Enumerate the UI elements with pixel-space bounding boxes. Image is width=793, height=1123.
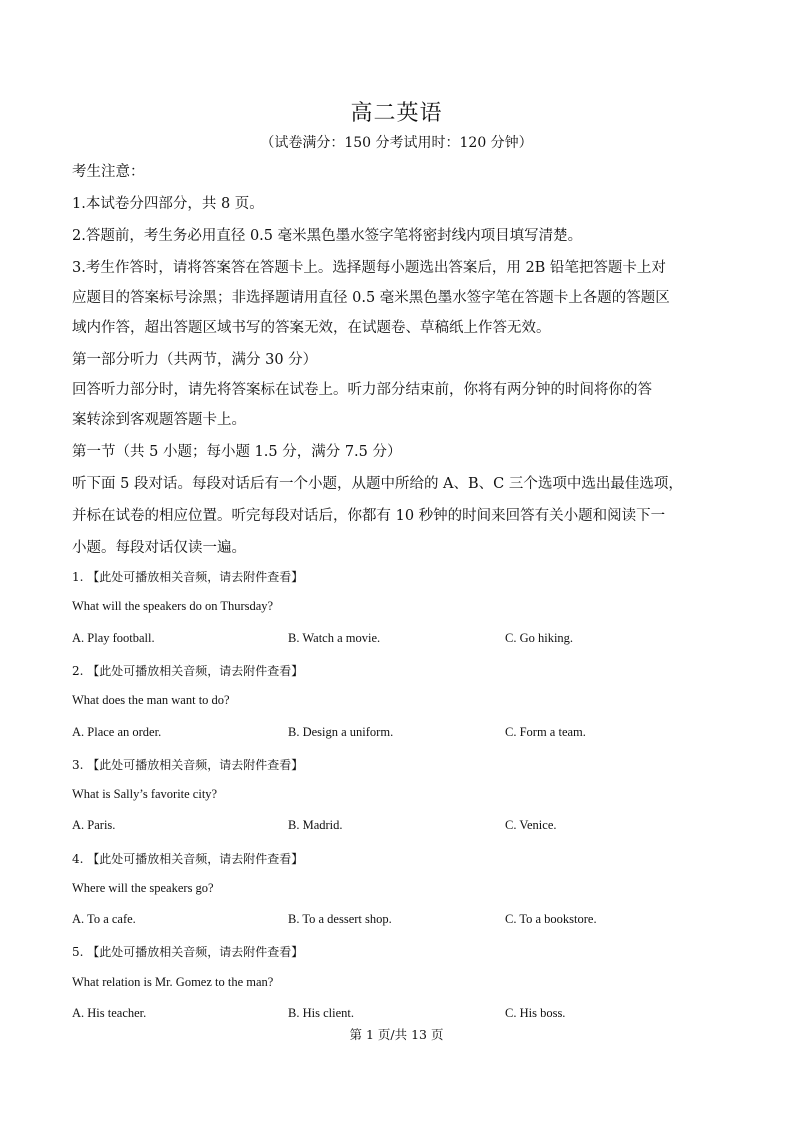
option-c: C. To a bookstore.: [505, 912, 597, 926]
question-audio-note: 1. 【此处可播放相关音频，请去附件查看】: [72, 570, 304, 584]
option-a: A. His teacher.: [72, 1006, 147, 1020]
question-audio-note: 2. 【此处可播放相关音频，请去附件查看】: [72, 664, 304, 678]
option-b: B. To a dessert shop.: [288, 912, 392, 926]
question-audio-note: 4. 【此处可播放相关音频，请去附件查看】: [72, 852, 304, 866]
option-b: B. Madrid.: [288, 818, 343, 832]
option-a: A. Place an order.: [72, 725, 162, 739]
notice-heading: 考生注意：: [72, 164, 145, 180]
option-a: A. Play football.: [72, 631, 155, 645]
page-number: 第 1 页/共 13 页: [349, 1027, 444, 1042]
exam-subtitle: （试卷满分：150 分考试用时：120 分钟）: [260, 135, 533, 151]
part-heading: 第一部分听力（共两节，满分 30 分）: [72, 352, 318, 368]
section-instruction: 小题。每段对话仅读一遍。: [72, 540, 246, 556]
question-text: Where will the speakers go?: [72, 881, 214, 895]
question-text: What will the speakers do on Thursday?: [72, 599, 274, 613]
option-b: B. Watch a movie.: [288, 631, 381, 645]
exam-title: 高二英语: [350, 101, 443, 126]
question-text: What relation is Mr. Gomez to the man?: [72, 975, 274, 989]
option-a: A. Paris.: [72, 818, 116, 832]
part-instruction: 回答听力部分时，请先将答案标在试卷上。听力部分结束前，你将有两分钟的时间将你的答: [72, 382, 652, 398]
option-b: B. His client.: [288, 1006, 354, 1020]
notice-item: 3.考生作答时，请将答案答在答题卡上。选择题每小题选出答案后，用 2B 铅笔把答题卡上对: [72, 260, 666, 276]
option-c: C. Venice.: [505, 818, 557, 832]
question-audio-note: 3. 【此处可播放相关音频，请去附件查看】: [72, 758, 304, 772]
notice-item: 域内作答，超出答题区域书写的答案无效，在试题卷、草稿纸上作答无效。: [72, 320, 551, 336]
section-instruction: 听下面 5 段对话。每段对话后有一个小题，从题中所给的 A、B、C 三个选项中选出最佳选项，: [72, 476, 683, 492]
part-instruction: 案转涂到客观题答题卡上。: [72, 412, 246, 428]
question-text: What is Sally’s favorite city?: [72, 787, 218, 801]
option-c: C. Go hiking.: [505, 631, 574, 645]
notice-item: 应题目的答案标号涂黑；非选择题请用直径 0.5 毫米黑色墨水签字笔在答题卡上各题的答题区: [72, 290, 670, 306]
notice-item: 2.答题前，考生务必用直径 0.5 毫米黑色墨水签字笔将密封线内项目填写清楚。: [72, 228, 583, 244]
section-heading: 第一节（共 5 小题；每小题 1.5 分，满分 7.5 分）: [72, 444, 402, 460]
option-b: B. Design a uniform.: [288, 725, 394, 739]
option-a: A. To a cafe.: [72, 912, 136, 926]
option-c: C. His boss.: [505, 1006, 566, 1020]
option-c: C. Form a team.: [505, 725, 586, 739]
notice-item: 1.本试卷分四部分，共 8 页。: [72, 196, 264, 212]
question-text: What does the man want to do?: [72, 693, 230, 707]
question-audio-note: 5. 【此处可播放相关音频，请去附件查看】: [72, 945, 304, 959]
section-instruction: 并标在试卷的相应位置。听完每段对话后，你都有 10 秒钟的时间来回答有关小题和阅读下一: [72, 508, 666, 524]
